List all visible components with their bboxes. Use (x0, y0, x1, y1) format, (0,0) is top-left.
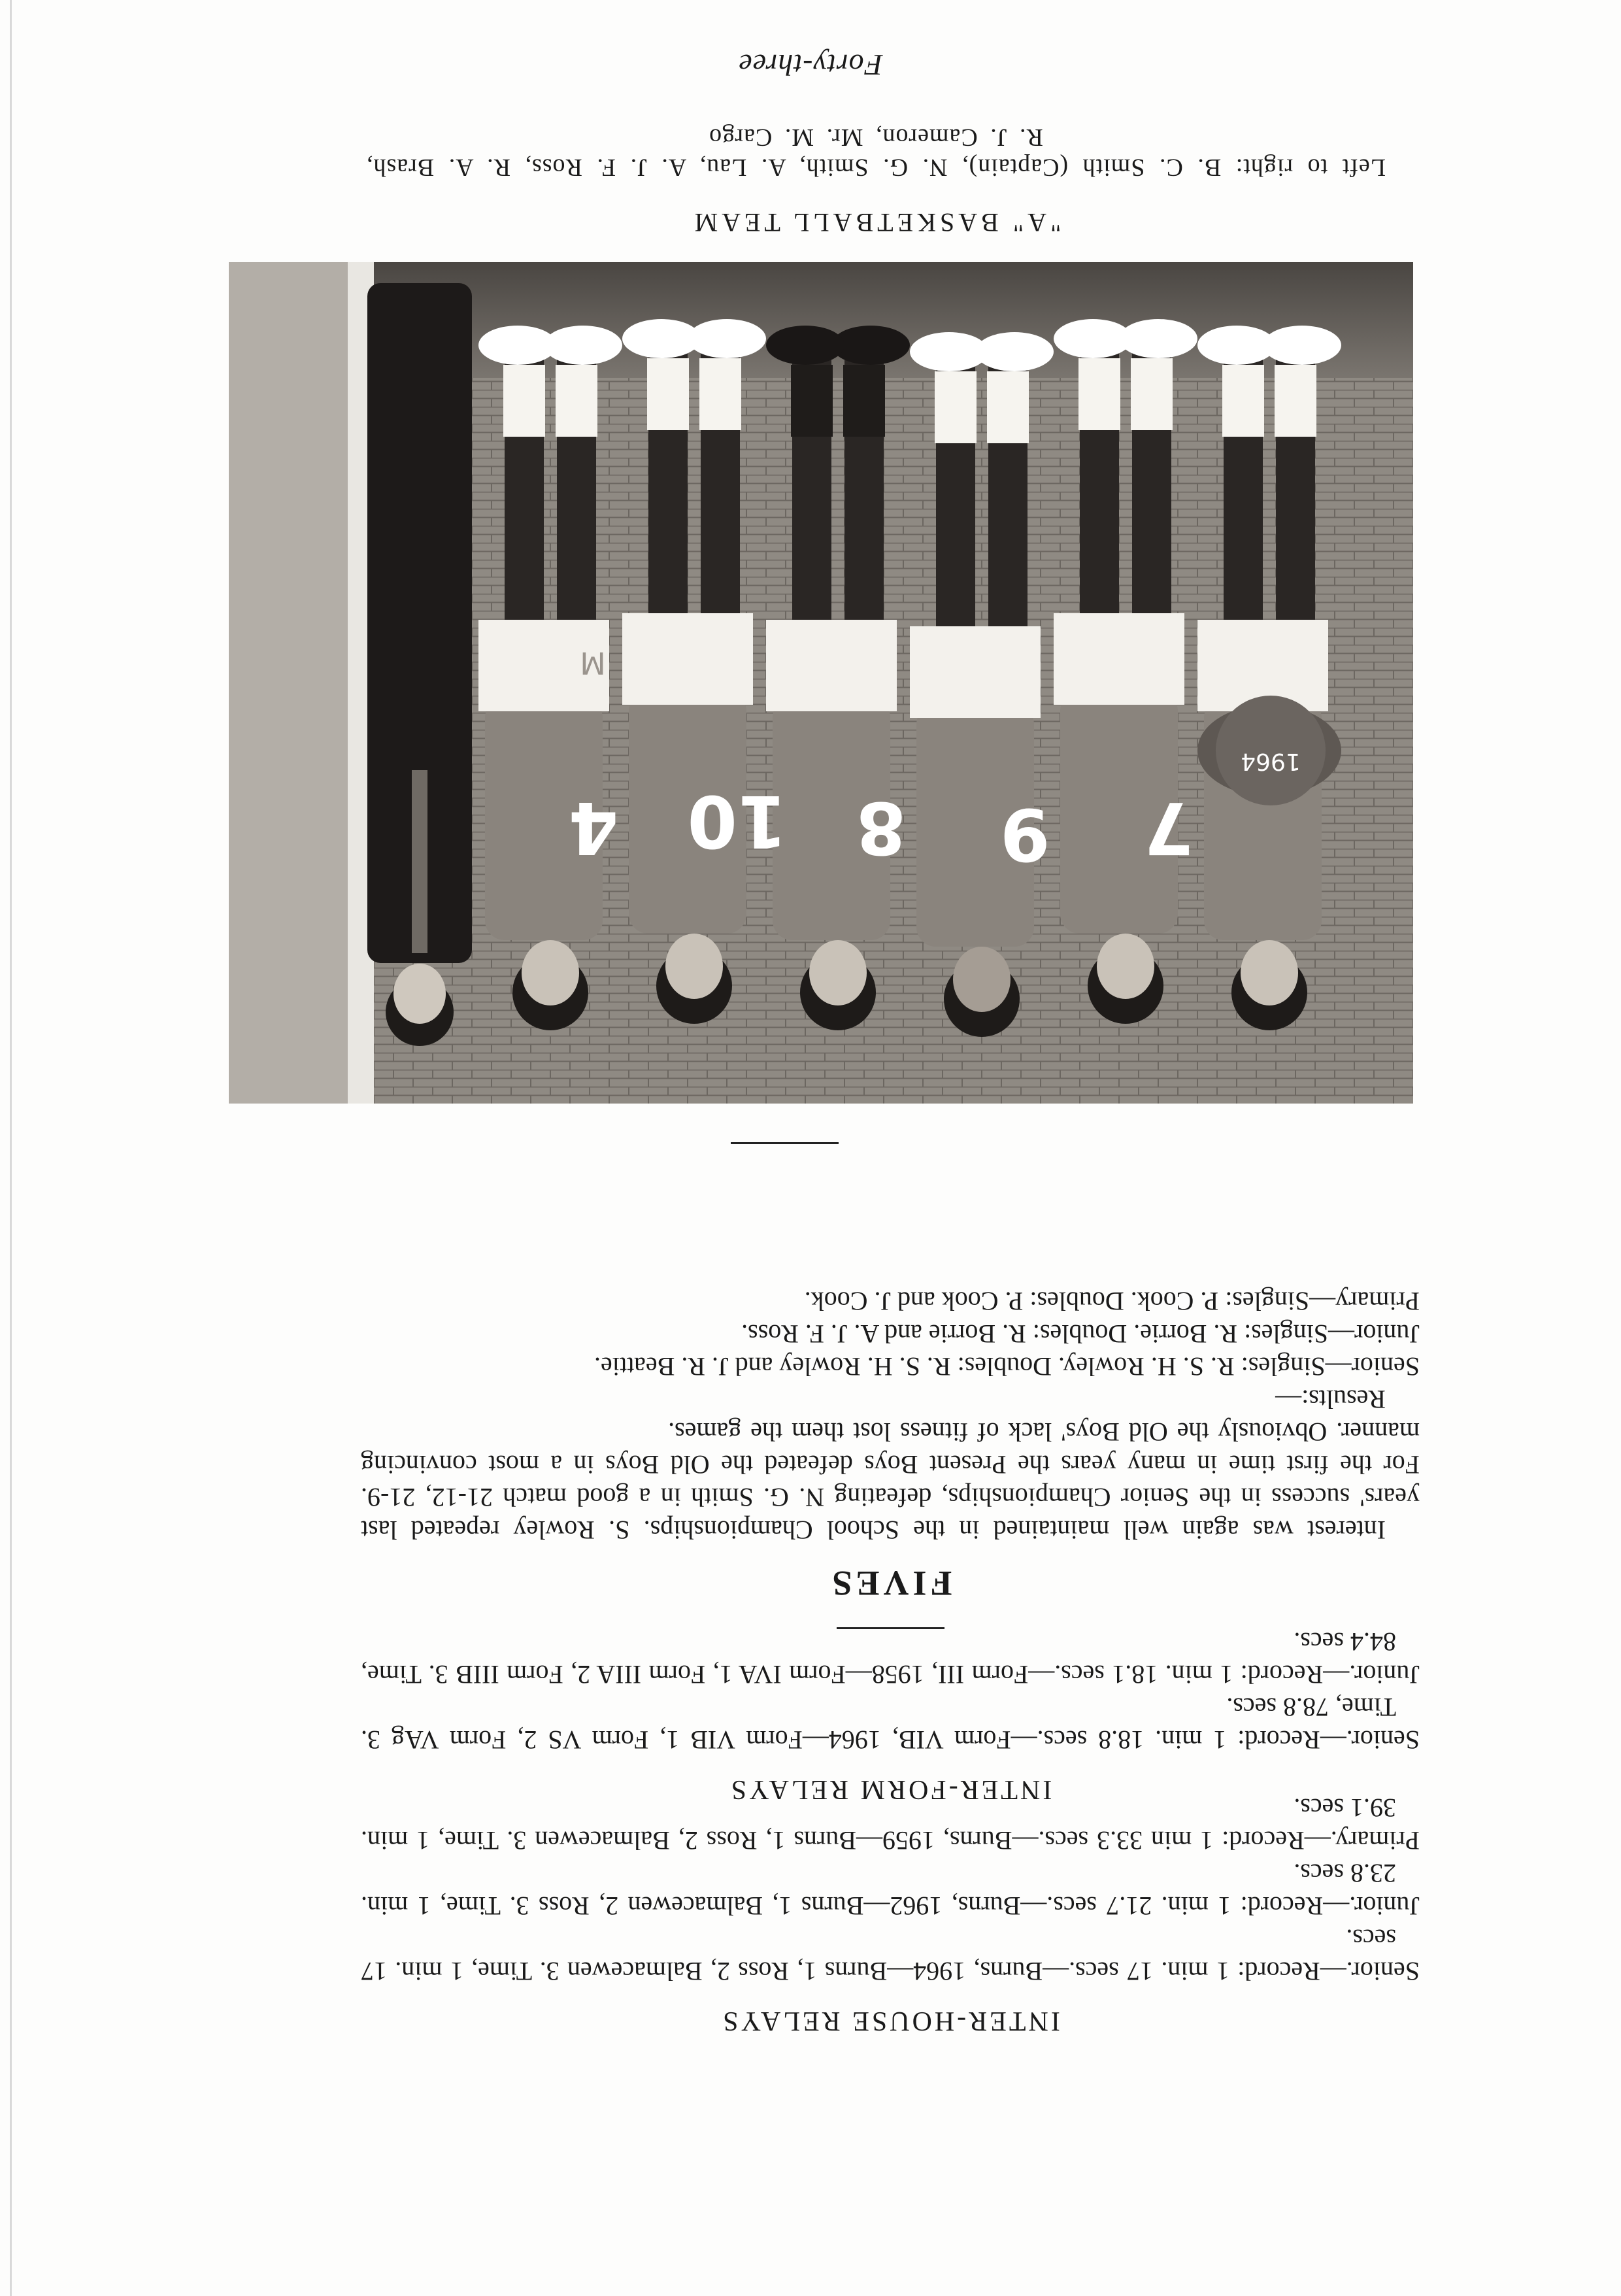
fives-primary-result: Primary—Singles: P. Cook. Doubles: P. Cook and J. Cook. (804, 1287, 1420, 1316)
inter-house-junior-entry: Junior.—Record: 1 min. 21.7 secs.—Burns, 1962—Burns 1, Balmacewen 2, Ross 3. Time, 1 min. 23.8 secs. (361, 1859, 1420, 1921)
caption-text: Left to right: B. C. Smith (Captain), N. G. Smith, A. Lau, A. J. F. Ross, R. A. Brash, R. J. Cameron, Mr. M. Cargo (366, 124, 1386, 181)
inter-form-senior-entry: Senior.—Record: 1 min. 18.8 secs.—Form VIB, 1964—Form VIB 1, Form VS 2, Form VAg 3. Time, 78.8 secs. (361, 1693, 1420, 1755)
inter-house-primary-entry: Primary.—Record: 1 min 33.3 secs.—Burns, 1959—Burns 1, Ross 2, Balmacewen 3. Time, 1 min. 39.1 secs. (361, 1793, 1420, 1855)
fives-junior-result: Junior—Singles: R. Borrie. Doubles: R. Borrie and A. J. F. Ross. (741, 1319, 1420, 1349)
inter-form-relays-heading: INTER-FORM RELAYS (728, 1774, 1052, 1804)
fives-paragraph: Interest was again well maintained in the School Championships. S. Rowley repeated last years' success in the Senior Championships, defeating N. G. Smith in a good match 21-12, 21-9. For the first time in many years the Present Boys defeated the Old Boys in a most convincing manner. Obviously the Old Boys' lack of fitness lost them the games. (361, 1417, 1420, 1545)
jersey-number: 8 (856, 786, 907, 869)
inter-form-junior-entry: Junior.—Record: 1 min. 18.1 secs.—Form III, 1958—Form IVA 1, Form IIIA 2, Form IIIB 3. Time, 84.4 secs. (361, 1627, 1420, 1689)
caption-title: "A" BASKETBALL TEAM (690, 208, 1061, 237)
basketball-team-photo (229, 262, 1413, 1104)
fives-section (361, 1285, 1420, 1603)
inter-house-senior-entry: Senior.—Record: 1 min. 17 secs.—Burns, 1964—Burns 1, Ross 2, Balmacewen 3. Time, 1 min. 17 secs. (361, 1924, 1420, 1986)
page-number: Forty-three (738, 48, 883, 82)
jersey-number: 4 (568, 786, 619, 869)
fives-heading: FIVES (828, 1564, 952, 1603)
fives-senior-result: Senior—Singles: R. S. H. Rowley. Doubles: R. S. H. Rowley and J. R. Beattie. (594, 1352, 1420, 1381)
shorts-letter: M (580, 645, 606, 681)
fives-results-label: Results:— (1275, 1385, 1386, 1414)
jersey-number: 9 (999, 792, 1050, 876)
photo-caption (366, 122, 1386, 238)
jersey-number: 10 (687, 779, 788, 863)
inter-house-relays-section (361, 1791, 1420, 2037)
jersey-number: 7 (1143, 786, 1194, 869)
inter-form-relays-section (361, 1625, 1420, 1806)
inter-house-relays-heading: INTER-HOUSE RELAYS (720, 2006, 1060, 2036)
scan-edge-line (10, 0, 12, 2296)
ball-year-text: 1964 (1241, 748, 1301, 775)
section-divider-rule (837, 1627, 944, 1629)
photo-divider-rule (731, 1142, 839, 1144)
basketball (1216, 696, 1326, 805)
